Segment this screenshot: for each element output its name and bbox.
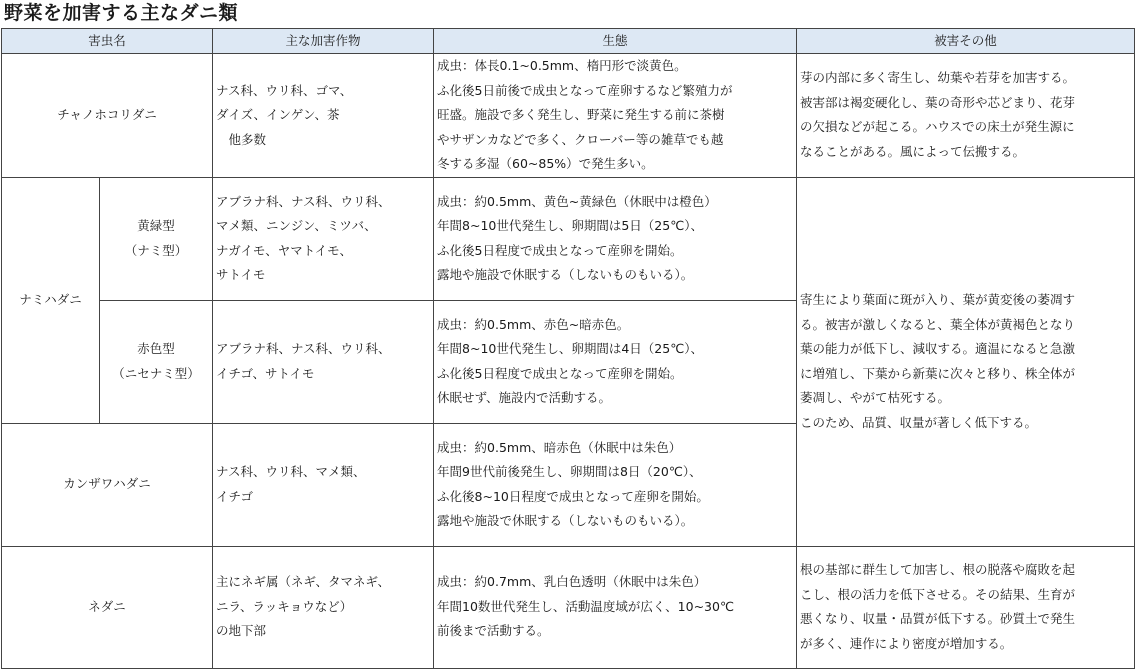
damage-cell: 根の基部に群生して加害し、根の脱落や腐敗を起 こし、根の活力を低下させる。その結果、生育が 悪くなり、収量・品質が低下する。砂質土で発生 が多く、連作により密度が増加する。 <box>797 546 1135 668</box>
crops-cell: アブラナ科、ナス科、ウリ科、 マメ類、ニンジン、ミツバ、 ナガイモ、ヤマトイモ、 サトイモ <box>213 177 434 300</box>
page-title: 野菜を加害する主なダニ類 <box>4 2 239 24</box>
ecology-cell: 成虫：約0.5mm、黄色~黄緑色（休眠中は橙色） 年間8~10世代発生し、卵期間は5日（25℃）、 ふ化後5日程度で成虫となって産卵を開始。 露地や施設で休眠する（しないものもいる）。 <box>434 177 797 300</box>
damage-cell: 芽の内部に多く寄生し、幼葉や若芽を加害する。 被害部は褐変硬化し、葉の奇形や芯どまり、花芽 の欠損などが起こる。ハウスでの床土が発生源に なることがある。風によって伝搬する。 <box>797 54 1135 178</box>
pest-name: カンザワハダニ <box>2 423 213 546</box>
pest-subtype: 赤色型 （ニセナミ型） <box>100 300 213 423</box>
ecology-cell: 成虫：約0.5mm、暗赤色（休眠中は朱色） 年間9世代前後発生し、卵期間は8日（20℃）、 ふ化後8~10日程度で成虫となって産卵を開始。 露地や施設で休眠する（しないものもいる）。 <box>434 423 797 546</box>
pest-name: ナミハダニ <box>2 177 100 423</box>
crops-cell: ナス科、ウリ科、マメ類、 イチゴ <box>213 423 434 546</box>
ecology-cell: 成虫：約0.7mm、乳白色透明（休眠中は朱色） 年間10数世代発生し、活動温度域が広く、10~30℃ 前後まで活動する。 <box>434 546 797 668</box>
header-ecology: 生態 <box>434 29 797 54</box>
header-pest-name: 害虫名 <box>2 29 213 54</box>
pest-subtype: 黄緑型 （ナミ型） <box>100 177 213 300</box>
crops-cell: 主にネギ属（ネギ、タマネギ、 ニラ、ラッキョウなど） の地下部 <box>213 546 434 668</box>
header-crops: 主な加害作物 <box>213 29 434 54</box>
header-damage: 被害その他 <box>797 29 1135 54</box>
table-row <box>2 546 1135 668</box>
table-row <box>2 177 1135 300</box>
table-row <box>2 54 1135 178</box>
damage-cell: 寄生により葉面に斑が入り、葉が黄変後の萎凋す る。被害が激しくなると、葉全体が黄褐色となり 葉の能力が低下し、減収する。適温になると急激 に増殖し、下葉から新葉に次々と移り、株全体が 萎凋し、やがて枯死する。 このため、品質、収量が著しく低下する。 <box>797 177 1135 546</box>
pest-name: ネダニ <box>2 546 213 668</box>
crops-cell: アブラナ科、ナス科、ウリ科、 イチゴ、サトイモ <box>213 300 434 423</box>
header-row <box>2 29 1135 54</box>
ecology-cell: 成虫：約0.5mm、赤色~暗赤色。 年間8~10世代発生し、卵期間は4日（25℃）、 ふ化後5日程度で成虫となって産卵を開始。 休眠せず、施設内で活動する。 <box>434 300 797 423</box>
ecology-cell: 成虫：体長0.1~0.5mm、楕円形で淡黄色。 ふ化後5日前後で成虫となって産卵するなど繁殖力が 旺盛。施設で多く発生し、野菜に発生する前に茶樹 やサザンカなどで多く、クローバー等の雑草でも越 冬する多湿（60~85%）で発生多い。 <box>434 54 797 178</box>
pest-name: チャノホコリダニ <box>2 54 213 178</box>
crops-cell: ナス科、ウリ科、ゴマ、 ダイズ、インゲン、茶 他多数 <box>213 54 434 178</box>
mite-table <box>1 28 1135 669</box>
